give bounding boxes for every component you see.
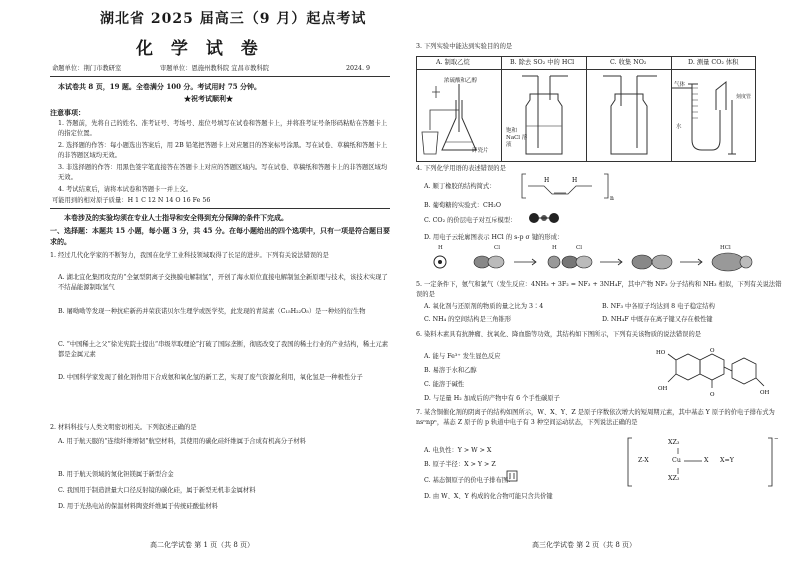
q5-option-d: D. NH₄F 中既存在离子键又存在极性键 <box>602 316 713 323</box>
reviewer: 审题单位：恩施州教科院 宜昌市教科院 <box>160 65 270 72</box>
orb-label-cl: Cl <box>494 245 500 251</box>
q2-option-a: A. 用于航天服的“连续纤维增韧”航空材料，其使用的碳化硅纤维属于合成有机高分子材料 <box>58 438 306 445</box>
q1-option-a: A. 湖北宜化集团攻克的“全氯型阴离子交换膜电解制氢”，开创了海水原位直接电解制氢全新原理与技术，该技术实现了不结晶能源制取氢气 <box>58 274 388 291</box>
q5-option-a: A. 氧化剂与还原剂的物质的量之比为 3∶4 <box>424 303 544 310</box>
label-porcelain: 碎瓷片 <box>472 148 489 154</box>
label-scale: 刻度管 <box>736 94 752 100</box>
svg-text:HO: HO <box>656 350 666 356</box>
q2-option-d: D. 用于光热电站的保温材料陶瓷纤维属于传统硅酸盐材料 <box>58 503 218 510</box>
q7-stem: 7. 某含铜催化剂的阴离子的结构如图所示，W、X、Y、Z 是原子序数依次增大的短周期元素，其中基态 Y 原子的价电子排布式为 nsⁿnpⁿ，基态 Z 原子的 p 轨道中电子有 3 种空间运动状态，下列说法正确的是 <box>416 409 775 426</box>
q4-option-a: A. 顺丁橡胶的结构简式： <box>424 183 496 190</box>
q6-option-c: C. 能溶于碱性 <box>424 381 465 388</box>
instructions-head: 注意事项： <box>50 108 85 117</box>
q3-header-b: B. 除去 SO₂ 中的 HCl <box>510 59 575 66</box>
svg-text:H: H <box>544 177 550 184</box>
orb-label-h2: H <box>552 245 557 251</box>
svg-text:n: n <box>610 195 614 202</box>
page-footer: 高二化学试卷 第 1 页（共 8 页） <box>150 541 255 549</box>
q1-stem: 1. 经过几代化学家的不断努力，我国在化学工业科技领域取得了长足的进步。下列有关说法错误的是 <box>50 252 329 259</box>
svg-text:H: H <box>572 177 578 184</box>
label-water: 水 <box>676 124 682 130</box>
svg-text:OH: OH <box>760 390 770 396</box>
struct-bottom: XZ₃ <box>668 475 680 482</box>
q6-stem: 6. 染料木素具有抗肿瘤、抗氧化、降血脂等功效，其结构如下图所示，下列有关该物质的说法错误的是 <box>416 331 702 338</box>
page-footer: 高三化学试卷 第 2 页（共 8 页） <box>532 541 637 549</box>
genistein-structure <box>656 346 776 400</box>
q6-option-b: B. 易溶于水和乙醇 <box>424 367 477 374</box>
label-acid-ethanol: 浓硫酸和乙醇 <box>444 78 478 84</box>
instruction-4: 4. 考试结束后，请将本试卷和答题卡一并上交。 <box>58 186 192 193</box>
q3-header-c: C. 收集 NO₂ <box>610 59 647 66</box>
q2-option-b: B. 用于航天领域的氮化钽镁属于新型合金 <box>58 471 174 478</box>
good-luck: ★祝考试顺利★ <box>184 94 233 103</box>
svg-text:OH: OH <box>658 386 668 392</box>
notice-line: 本试卷共 8 页，19 题。全卷满分 100 分。考试用时 75 分钟。 <box>58 82 262 91</box>
q4-option-b: B. 葡萄糖的实验式：CH₂O <box>424 202 502 209</box>
q4-option-c: C. CO₂ 的价层电子对互斥模型： <box>424 217 517 224</box>
svg-text:O: O <box>710 392 715 398</box>
orbital-box-icon <box>506 470 520 484</box>
q5-option-b: B. NF₃ 中各原子均达到 8 电子稳定结构 <box>602 303 715 310</box>
label-gas: 气体 <box>674 82 686 88</box>
q1-option-c: C. “中国稀土之父”徐光宪院士提出“串级萃取理论”打破了国际垄断，彻底改变了我国的稀土行业的产业结构，稀土元素都是金属元素 <box>58 341 389 358</box>
co2-vsepr-model-icon <box>524 208 564 228</box>
proposer: 命题单位：荆门市教研室 <box>52 65 122 72</box>
label-nacl: 饱和 NaCl 溶液 <box>506 128 528 148</box>
cu-complex-bracket <box>628 436 778 488</box>
struct-left: Z-X <box>638 457 649 464</box>
orbital-overlap-diagram <box>424 246 764 276</box>
q6-option-d: D. 与足量 H₂ 加成后的产物中有 6 个手性碳原子 <box>424 395 560 402</box>
apparatus-c-gas-bottle <box>587 70 672 160</box>
svg-text:−: − <box>774 436 779 442</box>
section-one: 一、选择题：本题共 15 小题，每小题 3 分，共 45 分。在每小题给出的四个选项中，只有一项是符合题目要求的。 <box>50 226 390 246</box>
q1-option-d: D. 中国科学家发现了催化剂作用下合成氨和氧化氢的新工艺，实现了废气资源化利用，氧化氢是一种极性分子 <box>58 374 363 381</box>
q1-option-b: B. 屠呦呦等发现一种抗疟新药并荣获诺贝尔生理学或医学奖，此发现的青蒿素（C₁₅H₂₂O₅）是一种烃的衍生物 <box>58 308 366 315</box>
cis-polybutadiene-structure <box>520 170 614 202</box>
instruction-2: 2. 选择题的作答：每小题选出答案后，用 2B 铅笔把答题卡上对应题目的答案标号涂黑。写在试卷、草稿纸和答题卡上的非答题区域均无效。 <box>58 142 388 159</box>
divider <box>50 208 390 209</box>
orb-label-cl2: Cl <box>576 245 582 251</box>
struct-top: XZ₃ <box>668 439 680 446</box>
q7-option-a: A. 电负性：Y > W > X <box>424 447 492 454</box>
q6-option-a: A. 能与 Fe³⁺ 发生显色反应 <box>424 353 501 360</box>
q5-stem: 5. 一定条件下，氨气和氯气（发生反应：4NH₃ + 3F₂ = NF₃ + 3NH₄F，其中产物 NF₃ 分子结构和 NH₃ 相似，下列有关说法错误的是 <box>416 281 782 298</box>
q3-header-a: A. 制取乙烷 <box>436 59 470 66</box>
q7-option-c: C. 基态铜原子的价电子排布图： <box>424 477 515 484</box>
struct-right: X=Y <box>720 457 734 464</box>
exam-date: 2024. 9 <box>346 65 371 72</box>
safety-note: 本卷涉及的实验均须在专业人士指导和安全得到充分保障的条件下完成。 <box>64 213 288 222</box>
struct-cu: Cu <box>672 457 681 464</box>
q3-header-d: D. 测量 CO₂ 体积 <box>688 59 739 66</box>
q5-option-c: C. NH₄ 的空间结构是三角锥形 <box>424 316 512 323</box>
struct-mid: X <box>704 457 709 464</box>
orb-label-h: H <box>438 245 443 251</box>
q7-option-b: B. 原子半径：X > Y > Z <box>424 461 496 468</box>
q3-stem: 3. 下列实验中能达到实验目的的是 <box>416 43 513 50</box>
exam-title: 湖北省 2025 届高三（9 月）起点考试 <box>100 11 367 27</box>
q7-option-d: D. 由 W、X、Y 构成的化合物可能只含共价键 <box>424 493 553 500</box>
q2-option-c: C. 我国用于制造泄量大口径反射镜的碳化硅，属于新型无机非金属材料 <box>58 487 256 494</box>
subject-title: 化 学 试 卷 <box>136 39 264 59</box>
page-2 <box>402 0 794 561</box>
svg-text:O: O <box>710 348 715 354</box>
divider <box>50 76 390 77</box>
q4-option-d: D. 用电子云轮廓图表示 HCl 的 s-p σ 键的形成： <box>424 234 564 241</box>
q4-stem: 4. 下列化学用语的表述错误的是 <box>416 165 506 172</box>
instruction-3: 3. 非选择题的作答：用黑色签字笔直接答在答题卡上对应的答题区域内。写在试卷、草稿纸和答题卡上的非答题区域均无效。 <box>58 164 388 181</box>
atomic-masses: 可能用到的相对原子质量：H 1 C 12 N 14 O 16 Fe 56 <box>52 197 211 204</box>
instruction-1: 1. 答题前，先将自己的姓名、准考证号、考场号、座位号填写在试卷和答题卡上，并将准考证号条形码粘贴在答题卡上的指定位置。 <box>58 120 388 137</box>
q2-stem: 2. 材料科技与人类文明密切相关。下列叙述正确的是 <box>50 424 197 431</box>
orb-label-hcl: HCl <box>720 245 731 251</box>
